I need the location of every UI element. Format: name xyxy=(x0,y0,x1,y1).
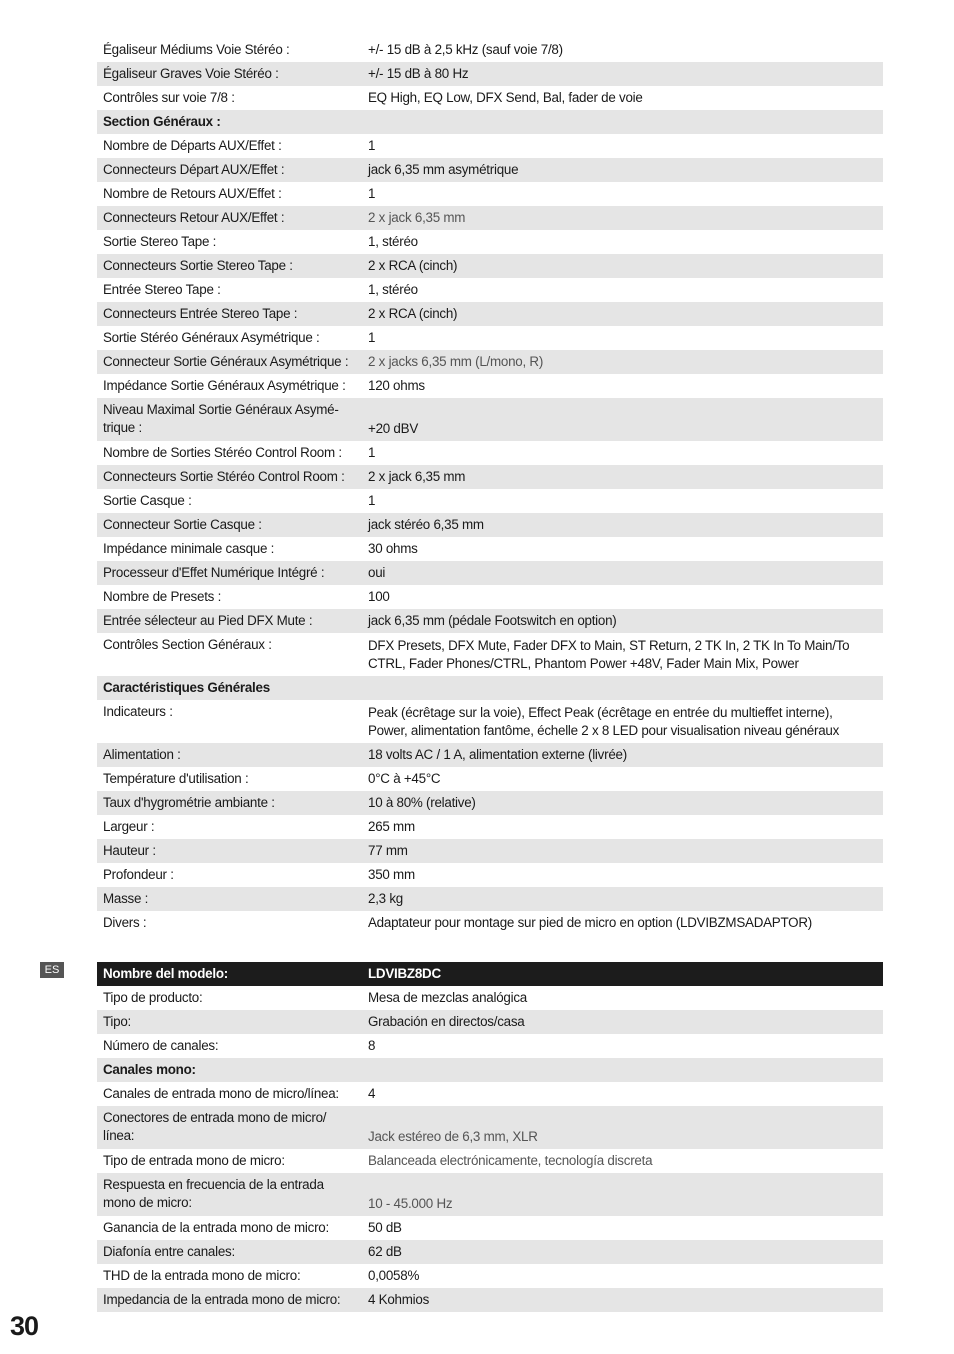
row-value: Grabación en directos/casa xyxy=(368,1014,525,1029)
row-label: Connecteurs Sortie Stéréo Control Room : xyxy=(103,469,345,484)
row-value: +/- 15 dB à 80 Hz xyxy=(368,66,469,81)
row-value: Adaptateur pour montage sur pied de micro en option (LDVIBZMSADAPTOR) xyxy=(368,915,812,930)
table-row xyxy=(97,887,883,911)
row-value: 77 mm xyxy=(368,843,408,858)
row-value: 2 x RCA (cinch) xyxy=(368,258,458,273)
row-label: Contrôles Section Généraux : xyxy=(103,637,272,652)
row-value: 2 x jack 6,35 mm xyxy=(368,469,466,484)
section-heading-row xyxy=(97,676,883,700)
row-value: Jack estéreo de 6,3 mm, XLR xyxy=(368,1129,538,1144)
spec-table-fr xyxy=(97,38,883,935)
section-heading: Canales mono: xyxy=(103,1062,196,1077)
section-heading-row xyxy=(97,110,883,134)
row-value: 1 xyxy=(368,493,376,508)
row-label: THD de la entrada mono de micro: xyxy=(103,1268,301,1283)
row-label: Entrée Stereo Tape : xyxy=(103,282,221,297)
row-label: Alimentation : xyxy=(103,747,181,762)
row-value: 350 mm xyxy=(368,867,415,882)
section-heading: Caractéristiques Générales xyxy=(103,680,270,695)
row-label: Connecteur Sortie Généraux Asymétrique : xyxy=(103,354,349,369)
row-label: Diafonía entre canales: xyxy=(103,1244,235,1259)
table-row xyxy=(97,513,883,537)
table-row xyxy=(97,398,883,441)
row-value: 1 xyxy=(368,138,376,153)
row-value: 10 à 80% (relative) xyxy=(368,795,476,810)
row-value: 50 dB xyxy=(368,1220,402,1235)
row-value: 8 xyxy=(368,1038,376,1053)
row-value: 18 volts AC / 1 A, alimentation externe (livrée) xyxy=(368,747,627,762)
table-row xyxy=(97,1240,883,1264)
table-row xyxy=(97,1173,883,1216)
row-value: 0°C à +45°C xyxy=(368,771,441,786)
row-label: Indicateurs : xyxy=(103,704,173,719)
row-label: Conectores de entrada mono de micro/ línea: xyxy=(103,1110,327,1143)
page-number: 30 xyxy=(10,1311,39,1341)
row-label: Tipo: xyxy=(103,1014,132,1029)
row-value: 2 x jacks 6,35 mm (L/mono, R) xyxy=(368,354,544,369)
row-label: Connecteurs Départ AUX/Effet : xyxy=(103,162,285,177)
row-value: 4 xyxy=(368,1086,376,1101)
table-row xyxy=(97,374,883,398)
table-row xyxy=(97,326,883,350)
row-value: 30 ohms xyxy=(368,541,418,556)
row-label: Connecteurs Retour AUX/Effet : xyxy=(103,210,285,225)
section-heading: Section Généraux : xyxy=(103,114,221,129)
row-value: 2 x RCA (cinch) xyxy=(368,306,458,321)
row-value: 4 Kohmios xyxy=(368,1292,430,1307)
table-row xyxy=(97,302,883,326)
row-value: EQ High, EQ Low, DFX Send, Bal, fader de voie xyxy=(368,90,643,105)
row-value: 10 - 45.000 Hz xyxy=(368,1196,453,1211)
table-row xyxy=(97,1216,883,1240)
row-value: 1, stéréo xyxy=(368,282,418,297)
row-label: Connecteurs Sortie Stereo Tape : xyxy=(103,258,293,273)
table-row xyxy=(97,38,883,62)
row-value: 265 mm xyxy=(368,819,415,834)
table-row xyxy=(97,609,883,633)
row-label: Nombre de Départs AUX/Effet : xyxy=(103,138,282,153)
table-row xyxy=(97,254,883,278)
row-label: Largeur : xyxy=(103,819,155,834)
table-row xyxy=(97,134,883,158)
table-row xyxy=(97,700,883,743)
row-label: Impédance Sortie Généraux Asymétrique : xyxy=(103,378,346,393)
row-value: 1 xyxy=(368,445,376,460)
table-row xyxy=(97,86,883,110)
row-label: Égaliseur Médiums Voie Stéréo : xyxy=(103,42,290,57)
row-label: Número de canales: xyxy=(103,1038,219,1053)
row-label: Ganancia de la entrada mono de micro: xyxy=(103,1220,329,1235)
row-value: Peak (écrêtage sur la voie), Effect Peak (écrêtage en entrée du multieffet interne), Power, alimentation fantôme, échelle 2 x 8 LED pour visualisation niveau généraux xyxy=(368,705,840,738)
table-row xyxy=(97,1082,883,1106)
table-row xyxy=(97,62,883,86)
table-row xyxy=(97,815,883,839)
row-label: Canales de entrada mono de micro/línea: xyxy=(103,1086,339,1101)
row-value: 2,3 kg xyxy=(368,891,403,906)
table-row xyxy=(97,743,883,767)
language-tag: ES xyxy=(40,962,64,978)
row-value: 1 xyxy=(368,330,376,345)
table-row xyxy=(97,182,883,206)
row-value xyxy=(359,110,883,134)
row-label: Profondeur : xyxy=(103,867,174,882)
table-row xyxy=(97,1149,883,1173)
row-label: Égaliseur Graves Voie Stéréo : xyxy=(103,66,279,81)
header-value: LDVIBZ8DC xyxy=(368,966,441,981)
row-label: Hauteur : xyxy=(103,843,156,858)
row-label: Entrée sélecteur au Pied DFX Mute : xyxy=(103,613,313,628)
header-label: Nombre del modelo: xyxy=(103,966,228,981)
row-value: DFX Presets, DFX Mute, Fader DFX to Main, ST Return, 2 TK In, 2 TK In To Main/To CTRL, Fader Phones/CTRL, Phantom Power +48V, Fader Main Mix, Power xyxy=(368,638,850,671)
row-value: 120 ohms xyxy=(368,378,425,393)
row-label: Nombre de Presets : xyxy=(103,589,222,604)
row-label: Tipo de producto: xyxy=(103,990,203,1005)
table-row xyxy=(97,1010,883,1034)
table-row xyxy=(97,465,883,489)
row-value xyxy=(359,1058,883,1082)
row-value: 1, stéréo xyxy=(368,234,418,249)
row-value: Mesa de mezclas analógica xyxy=(368,990,527,1005)
row-label: Processeur d'Effet Numérique Intégré : xyxy=(103,565,325,580)
row-label: Divers : xyxy=(103,915,147,930)
spec-table-es xyxy=(97,962,883,1312)
table-row xyxy=(97,1288,883,1312)
table-row xyxy=(97,230,883,254)
row-label: Impédance minimale casque : xyxy=(103,541,275,556)
row-label: Respuesta en frecuencia de la entrada mono de micro: xyxy=(103,1177,324,1210)
table-row xyxy=(97,863,883,887)
row-label: Niveau Maximal Sortie Généraux Asymé-trique : xyxy=(103,402,339,435)
row-value: jack stéréo 6,35 mm xyxy=(368,517,484,532)
section-heading-row xyxy=(97,1058,883,1082)
row-label: Sortie Stereo Tape : xyxy=(103,234,217,249)
table-row xyxy=(97,489,883,513)
row-label: Connecteurs Entrée Stereo Tape : xyxy=(103,306,298,321)
row-value: oui xyxy=(368,565,386,580)
row-label: Taux d'hygrométrie ambiante : xyxy=(103,795,275,810)
table-row xyxy=(97,911,883,935)
table-row xyxy=(97,441,883,465)
row-label: Impedancia de la entrada mono de micro: xyxy=(103,1292,341,1307)
row-value: Balanceada electrónicamente, tecnología discreta xyxy=(368,1153,653,1168)
table-row xyxy=(97,206,883,230)
row-label: Contrôles sur voie 7/8 : xyxy=(103,90,235,105)
row-value: 0,0058% xyxy=(368,1268,420,1283)
table-row xyxy=(97,537,883,561)
table-row xyxy=(97,1034,883,1058)
table-row xyxy=(97,633,883,676)
row-value: jack 6,35 mm (pédale Footswitch en option) xyxy=(368,613,617,628)
row-value: jack 6,35 mm asymétrique xyxy=(368,162,519,177)
row-label: Nombre de Sorties Stéréo Control Room : xyxy=(103,445,342,460)
table-row xyxy=(97,1264,883,1288)
table-header-row xyxy=(97,962,883,986)
table-row xyxy=(97,158,883,182)
row-value xyxy=(359,676,883,700)
table-row xyxy=(97,791,883,815)
row-label: Température d'utilisation : xyxy=(103,771,249,786)
row-value: 1 xyxy=(368,186,376,201)
row-label: Nombre de Retours AUX/Effet : xyxy=(103,186,282,201)
table-row xyxy=(97,278,883,302)
row-label: Connecteur Sortie Casque : xyxy=(103,517,262,532)
row-value: +20 dBV xyxy=(368,421,418,436)
row-value: 100 xyxy=(368,589,390,604)
row-label: Masse : xyxy=(103,891,149,906)
row-label: Sortie Casque : xyxy=(103,493,192,508)
table-row xyxy=(97,839,883,863)
row-label: Sortie Stéréo Généraux Asymétrique : xyxy=(103,330,320,345)
table-row xyxy=(97,585,883,609)
row-value: +/- 15 dB à 2,5 kHz (sauf voie 7/8) xyxy=(368,42,563,57)
row-value: 62 dB xyxy=(368,1244,402,1259)
row-label: Tipo de entrada mono de micro: xyxy=(103,1153,285,1168)
table-row xyxy=(97,767,883,791)
table-row xyxy=(97,561,883,585)
table-row xyxy=(97,350,883,374)
table-row xyxy=(97,986,883,1010)
table-row xyxy=(97,1106,883,1149)
row-value: 2 x jack 6,35 mm xyxy=(368,210,466,225)
